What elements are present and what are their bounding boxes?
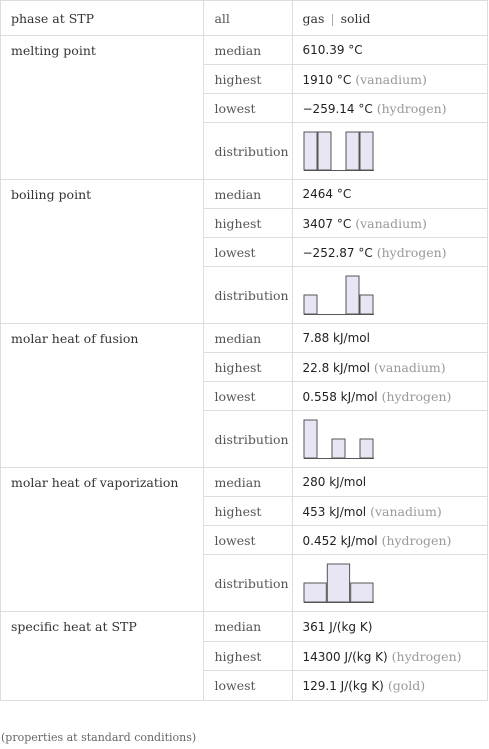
stat-label: highest [204,353,292,382]
distribution-histogram [303,418,375,460]
stat-value: 129.1 J/(kg K) [302,679,384,693]
histogram-bar [304,295,317,314]
header-phases-cell [292,1,488,36]
stat-label: median [204,36,292,65]
element-note: (gold) [387,678,426,693]
property-name: molar heat of fusion [1,324,204,468]
stat-value: 22.8 kJ/mol [302,360,370,375]
distribution-histogram [303,274,375,316]
vaporization-median-row [1,468,488,497]
histogram-bar [346,132,359,170]
stat-value-cell [292,94,488,123]
element-note: (hydrogen) [376,244,447,260]
stat-value-cell [292,238,488,267]
stat-label: highest [204,65,292,94]
property-name: boiling point [1,180,204,324]
specific-heat-median-row [1,612,488,642]
stat-label: lowest [204,382,292,411]
element-note: (vanadium) [355,215,427,231]
stat-label: lowest [204,238,292,267]
property-name: melting point [1,36,204,180]
stat-value-cell [292,671,488,701]
stat-label: lowest [204,671,292,701]
stat-label: distribution [204,267,292,324]
header-row [1,1,488,36]
boiling-point-median-row [1,180,488,209]
stat-value: −259.14 °C [302,101,373,116]
stat-value: 14300 J/(kg K) [302,649,388,664]
distribution-histogram [303,130,375,172]
histogram-bar [332,439,345,458]
stat-value: 361 J/(kg K) [292,612,488,642]
histogram-bar [318,132,331,170]
stat-label: lowest [204,94,292,123]
histogram-bar [346,276,359,314]
stat-value: 0.558 kJ/mol [302,389,378,404]
stat-label: distribution [204,123,292,180]
histogram-bar [350,583,372,602]
header-all-label: all [204,1,292,36]
stat-value-cell [292,497,488,526]
distribution-cell [292,267,488,324]
element-note: (hydrogen) [381,532,452,548]
element-note: (vanadium) [370,503,442,519]
stat-value: −252.87 °C [302,245,373,260]
stat-value: 280 kJ/mol [292,468,488,497]
element-note: (hydrogen) [376,100,447,116]
histogram-bar [304,132,317,170]
phase-separator: | [330,10,335,26]
element-note: (vanadium) [373,359,446,375]
stat-value-cell [292,209,488,238]
distribution-histogram [303,562,375,604]
property-name: molar heat of vaporization [1,468,204,612]
histogram-bar [304,420,317,458]
stat-value: 2464 °C [292,180,488,209]
distribution-cell [292,123,488,180]
stat-label: distribution [204,555,292,612]
melting-point-median-row [1,36,488,65]
stat-value: 453 kJ/mol [302,504,367,519]
stat-value-cell [292,382,488,411]
fusion-median-row [1,324,488,353]
header-phase-label: phase at STP [1,1,204,36]
phase-solid-label: solid [340,10,371,26]
stat-value-cell [292,526,488,555]
stat-value: 7.88 kJ/mol [292,324,488,353]
stat-label: median [204,612,292,642]
stat-label: median [204,180,292,209]
property-name: specific heat at STP [1,612,204,701]
element-note: (hydrogen) [391,648,462,664]
stat-value: 0.452 kJ/mol [302,533,378,548]
histogram-bar [304,583,326,602]
stat-label: distribution [204,411,292,468]
stat-value-cell [292,65,488,94]
stat-label: highest [204,642,292,671]
element-note: (hydrogen) [381,388,452,404]
stat-label: highest [204,497,292,526]
element-note: (vanadium) [355,71,427,87]
histogram-bar [360,439,373,458]
stat-value-cell [292,353,488,382]
stat-value-cell [292,642,488,671]
stat-value: 1910 °C [302,72,352,87]
histogram-bar [360,132,373,170]
distribution-cell [292,411,488,468]
phase-gas-label: gas [302,10,325,26]
stat-label: lowest [204,526,292,555]
stat-value: 610.39 °C [292,36,488,65]
footnote: (properties at standard conditions) [1,731,197,744]
distribution-cell [292,555,488,612]
stat-label: median [204,468,292,497]
histogram-bar [327,564,349,602]
stat-value: 3407 °C [302,216,352,231]
stat-label: highest [204,209,292,238]
stat-label: median [204,324,292,353]
histogram-bar [360,295,373,314]
